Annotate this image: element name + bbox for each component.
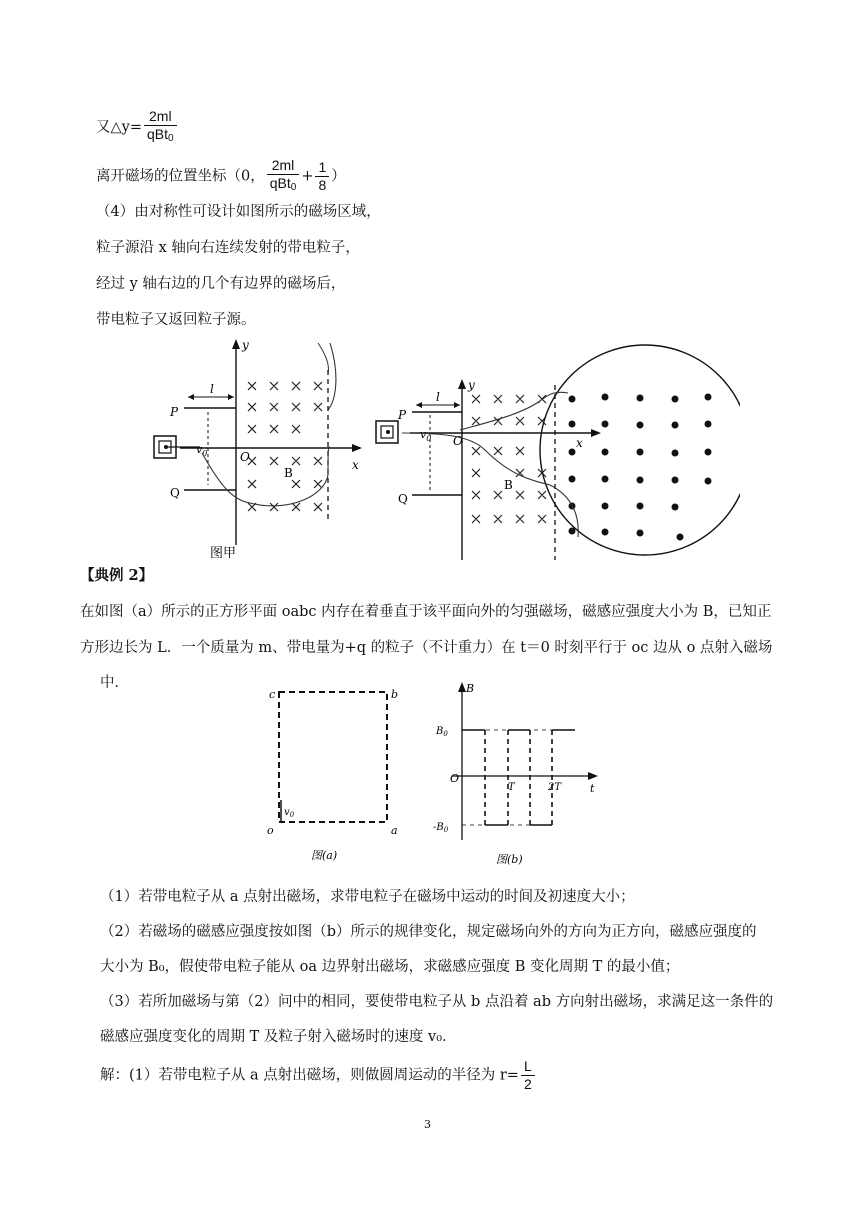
exit-fraction-1 [267, 157, 300, 196]
corner-b-label: b [391, 688, 399, 701]
right-p-label: P [398, 408, 407, 422]
figure-a-square [255, 682, 415, 867]
exit-fraction-2 [315, 159, 329, 194]
question-2-line-2: 大小为 B₀，假使带电粒子能从 oa 边界射出磁场，求磁感应强度 B 变化周期 T 的最小值； [100, 959, 680, 975]
figure-a-v0-label: $v_0$ [284, 807, 295, 819]
exit-position-formula [96, 157, 346, 196]
example-2-body-2: 方形边长为 L．一个质量为 m、带电量为+q 的粒子（不计重力）在 t＝0 时刻平行于 oc 边从 o 点射入磁场 [80, 640, 773, 656]
right-diagram [376, 345, 740, 560]
right-y-label: y [468, 378, 475, 392]
part4-line-2: 粒子源沿 x 轴向右连续发射的带电粒子， [96, 240, 360, 256]
right-l-label: l [436, 390, 440, 404]
example-2-body-1: 在如图（a）所示的正方形平面 oabc 内存在着垂直于该平面向外的匀强磁场，磁感应强度大小为 B，已知正 [80, 604, 772, 620]
delta-y-den-main: qBt [147, 126, 169, 142]
exit-den-1-main: qBt [269, 175, 291, 191]
left-diagram [154, 338, 362, 561]
left-x-label: x [352, 458, 359, 472]
t-axis-label: t [590, 782, 595, 795]
exit-plus: + [301, 168, 314, 185]
figure-b-caption: 图(b) [496, 853, 523, 866]
b0-label: $B_0$ [436, 726, 448, 738]
radius-denominator: 2 [523, 1076, 532, 1092]
example-2-body-3: 中． [100, 675, 129, 691]
question-3-line-2: 磁感应强度变化的周期 T 及粒子射入磁场时的速度 v₀． [100, 1029, 457, 1045]
delta-y-fraction [144, 108, 177, 147]
radius-numerator: L [521, 1058, 535, 1076]
right-q-label: Q [398, 492, 408, 506]
magnetic-field-figure [140, 335, 740, 565]
example-2-heading: 【典例 2】 [80, 567, 154, 584]
2t-tick-label: 2T [548, 782, 562, 793]
part4-line-4: 带电粒子又返回粒子源。 [96, 312, 256, 328]
question-1: （1）若带电粒子从 a 点射出磁场，求带电粒子在磁场中运动的时间及初速度大小； [100, 889, 635, 905]
right-o-label: O [453, 434, 463, 448]
solution-line [100, 1058, 537, 1093]
left-b-label: B [284, 466, 293, 480]
delta-y-formula [96, 108, 179, 147]
square-wave [462, 730, 575, 825]
delta-y-denominator [144, 126, 177, 147]
exit-suffix: ） [331, 168, 346, 185]
part4-line-1: （4）由对称性可设计如图所示的磁场区域， [96, 204, 381, 220]
exit-den-1 [267, 175, 300, 196]
exit-prefix: 离开磁场的位置坐标（0， [96, 168, 265, 185]
b-axis-label: B [466, 682, 475, 695]
left-o-label: O [240, 450, 250, 464]
figure-b-waveform [430, 670, 610, 870]
corner-o-label: o [267, 824, 274, 837]
left-v0-label: $v_0$ [196, 443, 208, 458]
corner-c-label: c [269, 688, 276, 701]
exit-num-2: 1 [315, 159, 329, 177]
figure-a-caption: 图(a) [311, 849, 338, 862]
question-2-line-1: （2）若磁场的磁感应强度按如图（b）所示的规律变化，规定磁场向外的方向为正方向，磁感应强度的 [100, 924, 757, 940]
t-tick-label: T [508, 782, 515, 793]
radius-fraction [521, 1058, 535, 1093]
left-y-label: y [242, 338, 249, 352]
delta-y-den-sub: 0 [168, 133, 174, 144]
neg-b0-label: $-B_0$ [433, 822, 449, 834]
left-cross-field [248, 382, 322, 511]
right-v0-label: $v_0$ [420, 428, 432, 443]
left-q-label: Q [170, 486, 180, 500]
right-cross-field [472, 395, 546, 523]
exit-num-1: 2ml [267, 157, 300, 175]
left-p-label: P [170, 405, 179, 419]
corner-a-label: a [391, 824, 398, 837]
right-dot-field [569, 394, 712, 541]
question-3-line-1: （3）若所加磁场与第（2）问中的相同，要使带电粒子从 b 点沿着 ab 方向射出磁场，求满足这一条件的 [100, 994, 774, 1010]
origin-label: O [450, 772, 460, 785]
exit-den-2: 8 [318, 177, 327, 193]
delta-y-numerator: 2ml [144, 108, 177, 126]
exit-den-1-sub: 0 [290, 182, 297, 193]
right-b-label: B [504, 478, 513, 492]
left-l-label: l [210, 382, 214, 396]
page-number: 3 [424, 1118, 431, 1131]
part4-line-3: 经过 y 轴右边的几个有边界的磁场后， [96, 276, 346, 292]
right-x-label: x [576, 436, 583, 450]
delta-y-prefix: 又△y= [96, 119, 142, 136]
figure-caption: 图甲 [210, 546, 237, 561]
solution-text: 解：(1）若带电粒子从 a 点射出磁场，则做圆周运动的半径为 r= [100, 1067, 519, 1084]
